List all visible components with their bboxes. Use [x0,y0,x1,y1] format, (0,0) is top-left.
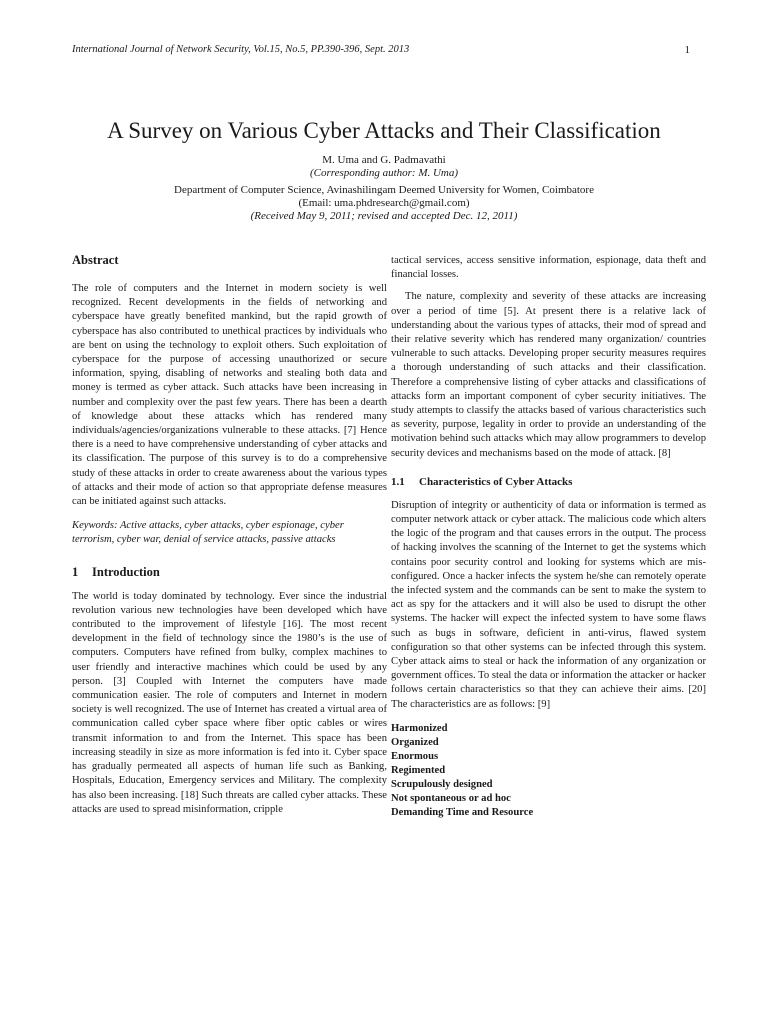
list-item: Demanding Time and Resource [391,806,534,818]
left-column [72,252,387,817]
list-item: Enormous [391,750,439,762]
corresponding-author: (Corresponding author: M. Uma) [309,167,459,179]
paragraph-text: The nature, complexity and severity of these attacks are increasing over a period of time [5]. At present there is a relative lack of understanding about the various types of attacks, their mod of spread and their relative severity which has rendered many organization/ countries vulnerable to such attacks. Developing proper security measures requires a thorough understanding of such attacks and their classification. Therefore a comprehensive listing of cyber attacks and classifications of attacks form an important component of cyber security initiatives. The study attempts to classify the attacks based of various characteristics such as severity, purpose, legality in order to provide an understanding of the motivation behind such attacks which may allow programmers to develop security devices and mechanisms based on the mode of attack. [8] [391,291,706,459]
keywords: Keywords: Active attacks, cyber attacks, cyber espionage, cyber terrorism, cyber war, denial of service attacks, passive attacks [72,520,344,546]
introduction-text: The world is today dominated by technology. Ever since the industrial revolution various new technologies have been developed which have contributed to the improvement of lifestyle [16]. The most recent development in the field of technology since the 1980’s is the use of computers. Computers have refined from bulky, complex machines to user friendly and interactive machines which could be used by any person. [3] Coupled with Internet the computers have made communication easier. The role of computers and Internet in modern society is well recognized. The use of Internet has created a virtual area of communication called cyber space where fiber optic cables or wires transmit information to and from the Internet. This space has been increasing steadily in size as more information is fed into it. Cyber space has gradually permeated all aspects of human life such as Banking, Hospitals, Education, Emergency services and Military. The complexity has also been increasing. [18] Such threats are called cyber attacks. These attacks are used to spread misinformation, cripple [72,590,387,815]
paper-title: A Survey on Various Cyber Attacks and Their Classification [107,118,661,143]
abstract-heading: Abstract [72,253,119,267]
characteristics-list [391,722,706,820]
list-item: Harmonized [391,722,448,734]
abstract-text: The role of computers and the Internet in modern society is well recognized. Recent developments in the fields of networking and cyberspace have greatly benefited mankind, but the rapid growth of cyberspace has also contributed to unethical practices by individuals who are bent on using the technology to exploit others. Such exploitation of cyberspace for the purpose of accessing unauthorized or secure information, spying, disabling of networks and stealing both data and money is termed as cyber attack. Such attacks have been increasing in number and complexity over the past few years. There has been a dearth of knowledge about these attacks which has rendered many individuals/agencies/organizations vulnerable to these attacks. [7] Hence there is a need to have comprehensive understanding of cyber attacks and its classification. The purpose of this survey is to do a comprehensive study of these attacks in order to create awareness about the various types of attacks and their mode of action so that appropriate defense measures can be initiated against such attacks. [72,283,387,508]
right-column [391,254,706,820]
running-header: International Journal of Network Security, Vol.15, No.5, PP.390-396, Sept. 2013 [72,44,410,55]
author-names: M. Uma and G. Padmavathi [322,154,446,166]
introduction-heading [72,564,387,580]
received-dates: (Received May 9, 2011; revised and accepted Dec. 12, 2011) [250,210,518,222]
subsection-heading [391,475,706,489]
subsection-text: Disruption of integrity or authenticity of data or information is termed as computer network attack or cyber attack. The malicious code which alters the logic of the program and that causes errors in the output. The process of hacking involves the scanning of the Internet to get the systems which contains poor security control and looking for systems which are mis-configured. Once a hacker infects the system he/she can remotely operate the infected system and the commands can be sent to make the system to act as spy for the attackers and it will also be used to disrupt the other systems. The hacker will expect the infected system to have some flaws such as bugs in software, deficient in anti-virus, flawed system configuration so that other systems can be infected through this system. Cyber attack aims to steal or hack the information of any organization or government offices. To steal the data or information the attacker or hacker follows certain characteristics so that they can achieve their aims. [20] The characteristics are as follows: [9] [391,499,706,710]
section-title: Introduction [92,564,160,579]
list-item: Scrupulously designed [391,778,493,790]
author-email: (Email: uma.phdresearch@gmail.com) [298,197,470,209]
affiliation: Department of Computer Science, Avinashilingam Deemed University for Women, Coimbatore [174,184,594,196]
list-item: Organized [391,736,439,748]
subsection-title: Characteristics of Cyber Attacks [419,475,573,488]
page-number: 1 [684,44,690,56]
author-block [0,154,768,223]
subsection-number: 1.1 [391,475,405,488]
continuation-text: tactical services, access sensitive information, espionage, data theft and financial losses. [391,255,706,281]
list-item: Regimented [391,764,446,776]
section-number: 1 [72,564,79,579]
list-item: Not spontaneous or ad hoc [391,792,511,804]
